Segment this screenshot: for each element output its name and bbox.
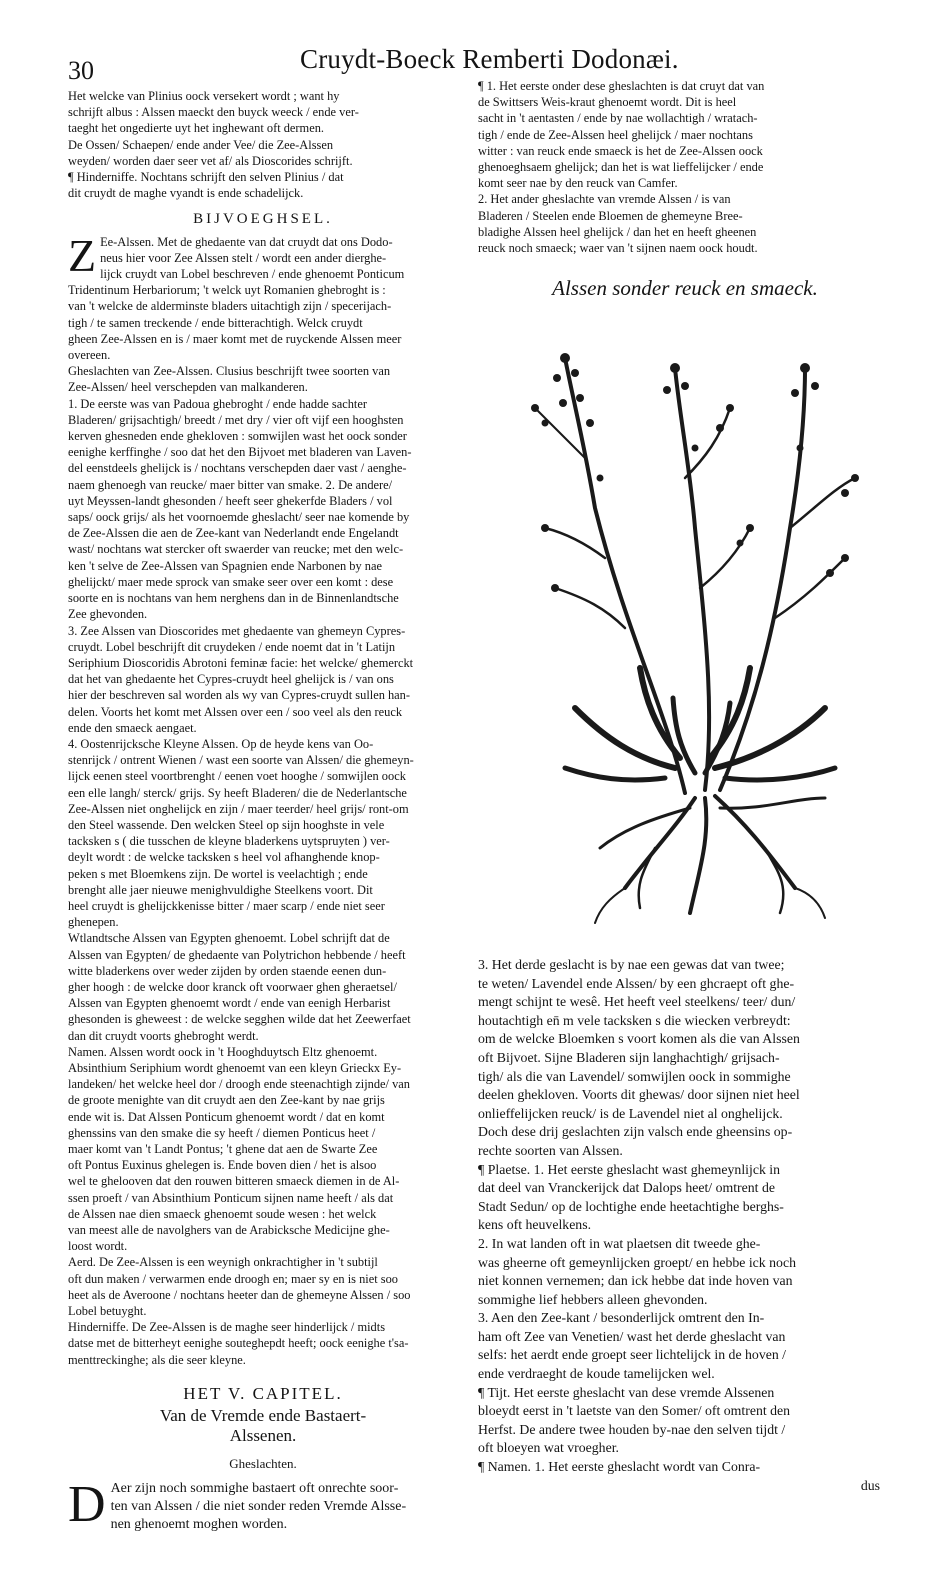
bijvoeghsel-text — [68, 229, 458, 1368]
page-number: 30 — [68, 56, 94, 85]
bijvoeghsel-heading: BIJVOEGHSEL. — [193, 211, 333, 228]
text-line: rechte soorten van Alssen. — [478, 1142, 623, 1158]
text-line: delen. Voorts het komt met Alssen over een / soo veel als den reuck — [68, 704, 403, 719]
text-line: Lobel betuyght. — [68, 1304, 147, 1319]
bijvoeghsel-section — [68, 229, 458, 1368]
text-line: Alssen van Egypten ghenoemt wordt / ende van eenigh Herbarist — [68, 996, 391, 1011]
text-line: een elle langh/ sterck/ grijs. Sy heeft Bladeren/ die de Nederlantsche — [68, 785, 407, 800]
text-line: niet konnen vernemen; dan ick hebbe dat inde hoven van — [478, 1273, 793, 1289]
text-line: van 't welcke de alderminste bladers uitachtigh zijn / specerijach- — [68, 299, 392, 314]
text-line: tigh / ende de Zee-Alssen heel ghelijck / maer nochtans — [478, 127, 753, 142]
text-line: onlieffelijcken reuck/ is de Lavendel niet al onghelijck. — [478, 1105, 783, 1121]
text-line: gher hoogh : de welcke door kranck oft voorwaer ghen gheraetsel/ — [68, 979, 397, 994]
text-line: komt seer nae by den reuck van Camfer. — [478, 176, 678, 191]
text-line: dit cruydt de maghe vyandt is ende schadelijck. — [68, 186, 304, 201]
text-line: cruydt. Lobel beschrijft dit cruydeken / ende noemt dat in 't Latijn — [68, 639, 396, 654]
chapter-title-text: Van de Vremde ende Bastaert- Alssenen. — [159, 1406, 367, 1446]
text-line: Het welcke van Plinius oock versekert wordt ; want hy — [68, 89, 340, 103]
text-line: houtachtigh en̄ m vele tacksken s die wiecken verbreydt: — [478, 1012, 791, 1028]
text-line: de Zee-Alssen die aen de Zee-kant van Nederlandt ende Engelandt — [68, 526, 399, 541]
text-line: lijck cruydt van Lobel beschreven / ende ghenoemt Ponticum — [100, 267, 405, 282]
text-line: oft bloeyen wat vroegher. — [478, 1440, 619, 1456]
chapter-intro — [68, 1476, 458, 1534]
text-line: ham oft Zee van Venetien/ wast het derde gheslacht van — [478, 1328, 786, 1344]
text-line: den Steel wassende. Den welcken Steel op sijn hooghste in vele — [68, 817, 385, 832]
text-line: tigh / te samen treckende / ende bitterachtigh. Welck cruydt — [68, 315, 363, 330]
text-line: 3. Aen den Zee-kant / besonderlijck omtrent den In- — [478, 1310, 765, 1326]
text-line: ghenoeghsaem ghelijck; dan het is wat lieffelijcker / ende — [478, 160, 764, 175]
text-line: Ee-Alssen. Met de ghedaente van dat cruydt dat ons Dodo- — [100, 234, 393, 249]
right-column-bottom — [478, 956, 880, 1495]
text-line: neus hier voor Zee Alssen stelt / wordt een ander dierghe- — [100, 250, 387, 265]
text-line: ghenepen. — [68, 915, 119, 930]
text-line: Seriphium Dioscoridis Abrotoni feminæ facie: het welcke/ ghemerckt — [68, 655, 414, 670]
text-line: Gheslachten van Zee-Alssen. Clusius beschrijft twee soorten van — [68, 364, 391, 379]
text-line: lijck eenen steel voortbrenght / eenen voet hooghe / somwijlen oock — [68, 769, 406, 784]
text-line: van meest alle de navolghers van de Arabicksche Medicijne ghe- — [68, 1223, 390, 1238]
drop-cap-d: D — [68, 1476, 106, 1534]
text-line: ghenssins van den smake die sy heeft / diemen Ponticus heet / — [68, 1125, 376, 1140]
text-line: ken 't selve de Zee-Alssen van Spagnien ende Narbonen by nae — [68, 558, 382, 573]
left-column — [68, 88, 458, 1534]
figure-caption: Alssen sonder reuck en smaeck. — [552, 276, 818, 300]
text-line: peken s met Bloemkens zijn. De wortel is veelachtigh ; ende — [68, 866, 368, 881]
text-line: Alssen van Egypten/ de ghedaente van Polytrichon hebbende / heeft — [68, 947, 406, 962]
text-line: 1. De eerste was van Padoua ghebroght / ende hadde sachter — [68, 396, 367, 411]
text-line: witte bladerkens over weder zijden by orden staende eenen dun- — [68, 963, 387, 978]
text-line: De Ossen/ Schaepen/ ende ander Vee/ die Zee-Alssen — [68, 137, 334, 152]
text-line: deelen ghekloven. Voorts dit ghewas/ door sijnen niet heel — [478, 1087, 800, 1103]
text-line: Doch dese drij geslachten zijn valsch ende gheensins op- — [478, 1124, 793, 1140]
chapter-heading: HET V. CAPITEL. — [183, 1383, 343, 1403]
chapter-title — [68, 1406, 458, 1446]
text-line: oft Pontus Euxinus ghelegen is. Ende boven dien / het is alsoo — [68, 1158, 377, 1173]
text-line: hier der beschreven sal worden als wy van Cypres-cruydt sullen han- — [68, 688, 411, 703]
text-line: tacksken s ( die tusschen de kleyne bladerkens uytspruyten ) ver- — [68, 834, 390, 849]
text-line: taeght het ongedierte uyt het inghewant oft dermen. — [68, 121, 324, 136]
text-line: ¶ Hinderniffe. Nochtans schrijft den selven Plinius / dat — [68, 170, 344, 185]
text-line: oft Bijvoet. Sijne Bladeren sijn langhachtigh/ grijsach- — [478, 1049, 780, 1065]
text-line: mengt schijnt te wesê. Het heeft veel steelkens/ teer/ dun/ — [478, 994, 796, 1010]
text-line: nen ghenoemt moghen worden. — [110, 1517, 288, 1533]
text-line: ¶ Namen. 1. Het eerste gheslacht wordt van Conra- — [478, 1459, 761, 1475]
right-column-top — [478, 78, 880, 256]
text-line: weyden/ worden daer seer vet af/ als Dioscorides schrijft. — [68, 153, 353, 168]
text-line: wast/ nochtans wat stercker oft swaerder van reucke; met den welc- — [68, 542, 404, 557]
text-line: Absinthium Seriphium wordt ghenoemt van een kleyn Grieckx Ey- — [68, 1060, 402, 1075]
text-line: ¶ Tijt. Het eerste gheslacht van dese vremde Alssenen — [478, 1384, 775, 1400]
text-line: Herfst. De andere twee houden by-nae den selven tijdt / — [478, 1421, 786, 1437]
plant-woodcut-illustration — [505, 328, 885, 928]
text-line: Bladeren/ grijsachtigh/ breedt / met dry / vier oft vijf een hooghsten — [68, 412, 404, 427]
text-line: 3. Het derde geslacht is by nae een gewas dat van twee; — [478, 957, 785, 972]
text-line: dat deel van Vranckerijck dat Dalops heet/ omtrent de — [478, 1180, 775, 1196]
text-line: Zee ghevonden. — [68, 607, 148, 622]
text-line: landeken/ het welcke heel dor / droogh ende steenachtigh zijnde/ van — [68, 1077, 410, 1092]
text-line: was gheerne oft gemeynlijcken groept/ en hebbe ick noch — [478, 1254, 796, 1270]
text-line: dan dit cruydt voorts ghebroght werdt. — [68, 1028, 259, 1043]
text-line: soorte en is nochtans van hem nerghens dan in de Binnenlandtsche — [68, 591, 399, 606]
text-line: kens oft heuvelkens. — [478, 1217, 592, 1233]
text-line: ten van Alssen / die niet sonder reden Vremde Alsse- — [110, 1499, 407, 1515]
text-line: ghesonden is gheweest : de welcke segghen wilde dat het Zeewerfaet — [68, 1012, 411, 1027]
text-line: de groote menighte van dit cruydt aen den Zee-kant by nae grijs — [68, 1093, 385, 1108]
text-line: dat het van ghedaente het Cypres-cruydt heel ghelijck is / van ons — [68, 672, 394, 687]
text-line: bloeydt eerst in 't laetste van den Somer/ oft omtrent den — [478, 1403, 791, 1419]
text-line: ghelijckt/ maer mede sprock van smake seer over een komt : dese — [68, 574, 394, 589]
text-line: 4. Oostenrijcksche Kleyne Alssen. Op de heyde kens van Oo- — [68, 736, 374, 751]
text-line: menttreckinghe; als die seer kleyne. — [68, 1352, 246, 1367]
text-line: maer komt van 't Landt Pontus; 't ghene dat aen de Swarte Zee — [68, 1142, 378, 1156]
text-line: de Alssen nae dien smaeck ghenoemt soude wesen : het welck — [68, 1206, 377, 1221]
text-line: ende wit is. Dat Alssen Ponticum ghenoemt wordt / dat en komt — [68, 1109, 385, 1124]
text-line: tigh/ als die van Lavendel/ somwijlen oock in sommighe — [478, 1068, 791, 1084]
text-line: ende den smaeck aengaet. — [68, 720, 197, 735]
text-line: witter : van reuck ende smaeck is het de Zee-Alssen oock — [478, 143, 763, 158]
text-line: eenighe kerffinghe / soo dat het den Bijvoet met bladeren van Laven- — [68, 445, 412, 460]
text-line: brenght alle jaer nieuwe menighvuldighe Steelkens voort. Dit — [68, 882, 373, 897]
text-line: reuck noch smaeck; waer van 't sijnen naem oock houdt. — [478, 241, 758, 256]
chapter-subheading: Gheslachten. — [229, 1456, 297, 1472]
text-line: sommighe lief hebbers alleen ghevonden. — [478, 1291, 708, 1307]
text-line: 2. Het ander gheslachte van vremde Alssen / is van — [478, 192, 731, 207]
text-line: del eenstdeels ghelijck is / nochtans verschepden daer vast / aenghe- — [68, 461, 407, 476]
text-line: heel cruydt is ghelijckkenisse bitter / maer scarp / ende niet seer — [68, 898, 385, 913]
catchword: dus — [860, 1477, 880, 1493]
text-line: Hinderniffe. De Zee-Alssen is de maghe seer hinderlijck / midts — [68, 1320, 386, 1335]
text-line: te weten/ Lavendel ende Alssen/ by een ghcraept oft ghe- — [478, 975, 795, 991]
text-line: selfs: het aerdt ende groept seer lichtelijck in de hoven / — [478, 1347, 787, 1363]
text-line: naem ghenoegh van reucke/ maer bitter van smake. 2. De andere/ — [68, 477, 393, 492]
text-line: Stadt Sedun/ op de lochtighe ende heetachtighe berghs- — [478, 1198, 784, 1214]
left-intro-text — [68, 88, 458, 201]
text-line: datse met de bitterheyt eenighe souteghepdt heeft; oock eenighe t'sa- — [68, 1336, 409, 1351]
text-line: sacht in 't aentasten / ende by nae wollachtigh / wratach- — [478, 111, 758, 126]
text-line: 3. Zee Alssen van Dioscorides met ghedaente van ghemeyn Cypres- — [68, 623, 406, 638]
text-line: Tridentinum Herbariorum; 't welck uyt Romanien ghebroght is : — [68, 283, 386, 298]
chapter-intro-text — [68, 1476, 458, 1534]
text-line: ssen proeft / van Absinthium Ponticum sijnen name heeft / als dat — [68, 1190, 394, 1205]
text-line: deylt wordt : de welcke tacksken s heel vol afhanghende knop- — [68, 850, 380, 865]
text-line: Aerd. De Zee-Alssen is een weynigh onkrachtigher in 't subtijl — [68, 1255, 378, 1270]
text-line: 2. In wat landen oft in wat plaetsen dit tweede ghe- — [478, 1235, 761, 1251]
text-line: gheen Zee-Alssen en is / maer komt met de ruyckende Alssen meer — [68, 331, 402, 346]
text-line: Wtlandtsche Alssen van Egypten ghenoemt. Lobel schrijft dat de — [68, 931, 390, 946]
text-line: ¶ Plaetse. 1. Het eerste gheslacht wast ghemeynlijck in — [478, 1161, 781, 1177]
text-line: heet als de Averoone / nochtans heeter dan de ghemeyne Alssen / soo — [68, 1287, 411, 1302]
text-line: Bladeren / Steelen ende Bloemen de ghemeyne Bree- — [478, 208, 743, 223]
text-line: wel te ghelooven dat den rouwen bitteren smaeck diemen in de Al- — [68, 1174, 400, 1189]
text-line: kerven ghesneden ende ghekloven : somwijlen wast het oock sonder — [68, 429, 407, 444]
text-line: Zee-Alssen niet onghelijck en zijn / maer teerder/ heel grijs/ ront-om — [68, 801, 409, 816]
running-title: Cruydt-Boeck Remberti Dodonæi. — [300, 44, 679, 74]
text-line: saps/ oock grijs/ als het voornoemde gheslacht/ seer nae komende by — [68, 510, 410, 525]
text-line: stenrijck / ontrent Wienen / wast een soorte van Alssen/ die ghemeyn- — [68, 753, 414, 768]
text-line: loost wordt. — [68, 1239, 128, 1254]
drop-cap-z: Z — [68, 229, 97, 281]
text-line: Aer zijn noch sommighe bastaert oft onrechte soor- — [110, 1481, 399, 1497]
text-line: ¶ 1. Het eerste onder dese gheslachten is dat cruyt dat van — [478, 79, 765, 93]
text-line: schrijft albus : Alssen maeckt den buyck weeck / ende ver- — [68, 105, 359, 120]
text-line: de Swittsers Weis-kraut ghenoemt wordt. Dit is heel — [478, 95, 737, 110]
text-line: Namen. Alssen wordt oock in 't Hooghduytsch Eltz ghenoemt. — [68, 1044, 378, 1059]
text-line: uyt Meyssen-landt ghesonden / heeft seer ghekerfde Bladers / vol — [68, 493, 393, 508]
text-line: oft dun maken / verwarmen ende droogh en; maer sy en is niet soo — [68, 1271, 398, 1286]
text-line: bladighe Alssen heel ghelijck / dan het en heeft gheenen — [478, 224, 757, 239]
text-line: Zee-Alssen/ heel verschepden van malkanderen. — [68, 380, 308, 395]
text-line: ende verdraeght de koude tamelijcken wel. — [478, 1366, 715, 1382]
text-line: om de welcke Bloemken s voort komen als die van Alssen — [478, 1031, 800, 1047]
text-line: overeen. — [68, 348, 111, 363]
